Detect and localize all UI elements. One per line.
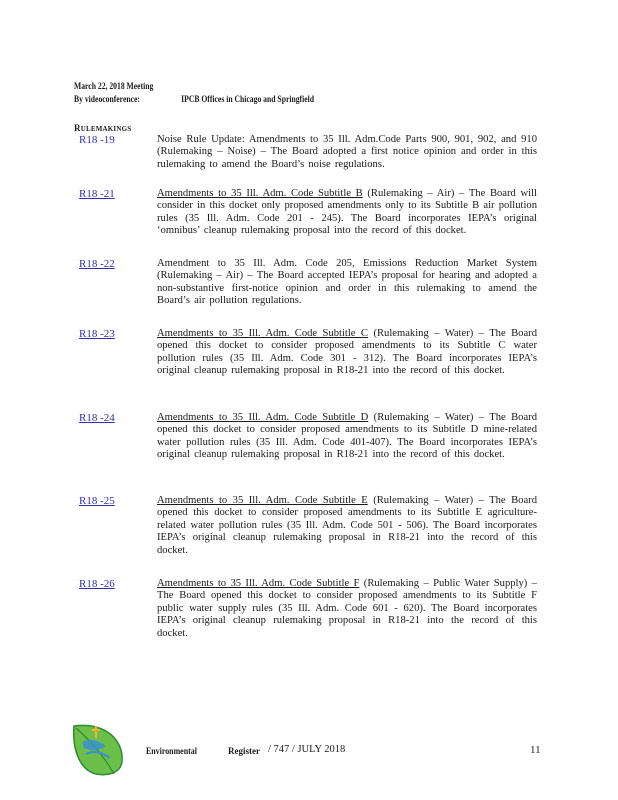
docket-lead: Amendments to 35 Ill. Adm. Code Subtitle B [157, 188, 363, 199]
meeting-date: March 22, 2018 Meeting [74, 81, 154, 91]
meeting-location-row [74, 93, 482, 106]
meeting-date-row [74, 80, 482, 93]
docket-link[interactable]: R18 -25 [79, 495, 115, 507]
page-number: 11 [530, 744, 541, 756]
docket-text: (Rulemaking – Public Water Supply) – The Board opened this docket to consider proposed amendments to its Subtitle F public water supply rules (35 Ill. Adm. Code 601 - 620). The Board incorporates IEPA’s original cleanup rulemaking proposal in R18-21 into the record of this docket. [157, 578, 537, 639]
location-text: IPCB Offices in Chicago and Springfield [181, 94, 314, 104]
footer-issue: / 747 / JULY 2018 [268, 744, 346, 755]
footer-publication: Environmental [146, 746, 197, 756]
page-footer [0, 720, 618, 800]
docket-text: (Rulemaking – Water) – The Board opened this docket to consider proposed amendments to its Subtitle D mine-related water pollution rules (35 Ill. Adm. Code 401-407). The Board incorporates IEPA’s original cleanup rulemaking proposal in R18-21 into the record of this docket. [157, 412, 537, 461]
docket-text: Noise Rule Update: Amendments to 35 Ill. Adm.Code Parts 900, 901, 902, and 910 (Rulemaking – Noise) – The Board adopted a first notice opinion and order in this rulemaking to amend the Board’s noise regulations. [157, 134, 537, 170]
docket-description [157, 578, 537, 640]
section-title [74, 123, 131, 133]
docket-lead: Amendments to 35 Ill. Adm. Code Subtitle C [157, 328, 369, 339]
docket-description [157, 495, 537, 557]
meeting-header [74, 80, 482, 106]
docket-lead: Amendments to 35 Ill. Adm. Code Subtitle E [157, 495, 368, 506]
docket-link[interactable]: R18 -26 [79, 578, 115, 590]
docket-description [157, 258, 537, 308]
leaf-water-logo-icon [66, 720, 130, 776]
docket-link[interactable]: R18 -23 [79, 328, 115, 340]
docket-description [157, 412, 537, 462]
docket-text: (Rulemaking – Water) – The Board opened this docket to consider proposed amendments to its Subtitle C water pollution rules (35 Ill. Adm. Code 301 - 312). The Board incorporates IEPA’s original cleanup rulemaking proposal in R18-21 into the record of this docket. [157, 328, 538, 377]
section-title-rest: ULEMAKINGS [80, 125, 132, 133]
docket-text: Amendment to 35 Ill. Adm. Code 205, Emissions Reduction Market System (Rulemaking – Air) – The Board accepted IEPA’s proposal for hearing and adopted a non-substantive first-notice opinion and order in this rulemaking to amend the Board’s air pollution regulations. [157, 258, 537, 307]
docket-link[interactable]: R18 -24 [79, 412, 115, 424]
docket-description [157, 188, 537, 238]
docket-link[interactable]: R18 -21 [79, 188, 115, 200]
docket-lead: Amendments to 35 Ill. Adm. Code Subtitle F [157, 578, 360, 589]
docket-lead: Amendments to 35 Ill. Adm. Code Subtitle D [157, 412, 369, 423]
docket-text: (Rulemaking – Water) – The Board opened this docket to consider proposed amendments to its Subtitle E agriculture-related water pollution rules (35 Ill. Adm. Code 501 - 506). The Board incorporates IEPA’s original cleanup rulemaking proposal in R18-21 into the record of this docket. [157, 495, 537, 556]
docket-description [157, 134, 537, 171]
docket-link[interactable]: R18 -22 [79, 258, 115, 270]
docket-description [157, 328, 537, 378]
footer-register: Register [228, 746, 260, 756]
docket-id: R18 -19 [79, 134, 115, 146]
location-label: By videoconference: [74, 94, 140, 104]
docket-text: (Rulemaking – Air) – The Board will consider in this docket only proposed amendments only to its Subtitle B air pollution rules (35 Ill. Adm. Code 201 - 245). The Board incorporates IEPA’s original ‘omnibus’ cleanup rulemaking proposal into the record of this docket. [157, 188, 537, 237]
section-title-initial: R [74, 123, 81, 133]
